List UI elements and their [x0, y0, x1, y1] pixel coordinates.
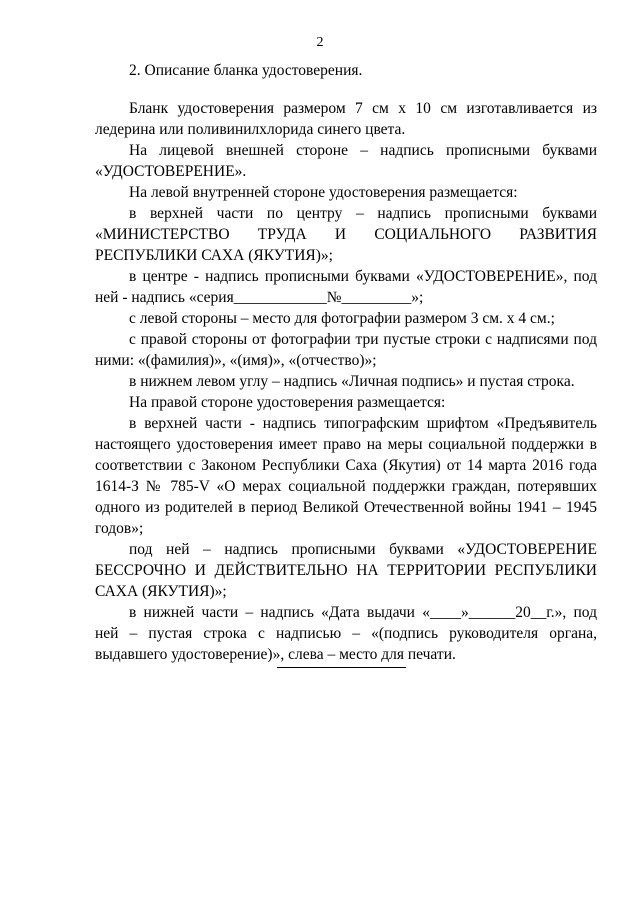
end-divider-line	[277, 667, 406, 668]
paragraph-size-material: Бланк удостоверения размером 7 см х 10 см изготавливается из ледерина или поливинилхлорида синего цвета.	[95, 100, 597, 138]
paragraph-right-intro: На правой стороне удостоверения размещается:	[129, 394, 446, 411]
paragraph-left-top: в верхней части по центру – надпись прописными буквами «МИНИСТЕРСТВО ТРУДА И СОЦИАЛЬНОГО РАЗВИТИЯ РЕСПУБЛИКИ САХА (ЯКУТИЯ)»;	[95, 205, 597, 264]
paragraph-front-side: На лицевой внешней стороне – надпись прописными буквами «УДОСТОВЕРЕНИЕ».	[95, 142, 597, 180]
paragraph-left-inner-intro: На левой внутренней стороне удостоверения размещается:	[129, 184, 518, 201]
paragraph-right-bottom: в нижней части – надпись «Дата выдачи «____»______20__г.», под ней – пустая строка с надписью – «(подпись руководителя органа, выдавшего удостоверение)», слева – место для печати.	[95, 604, 597, 663]
section-heading: 2. Описание бланка удостоверения.	[129, 62, 363, 79]
paragraph-right-top: в верхней части - надпись типографским шрифтом «Предъявитель настоящего удостоверения имеет право на меры социальной поддержки в соответствии с Законом Республики Саха (Якутия) от 14 марта 2016 года 1614-З № 785-V «О мерах социальной поддержки граждан, потерявших одного из родителей в период Великой Отечественной войны 1941 – 1945 годов»;	[95, 415, 597, 537]
paragraph-right-middle: под ней – надпись прописными буквами «УДОСТОВЕРЕНИЕ БЕССРОЧНО И ДЕЙСТВИТЕЛЬНО НА ТЕРРИТОРИИ РЕСПУБЛИКИ САХА (ЯКУТИЯ)»;	[95, 541, 597, 600]
paragraph-left-name-lines: с правой стороны от фотографии три пустые строки с надписями под ними: «(фамилия)», «(имя)», «(отчество)»;	[95, 331, 597, 369]
page-number: 2	[316, 35, 324, 50]
paragraph-left-bottom: в нижнем левом углу – надпись «Личная подпись» и пустая строка.	[129, 373, 575, 390]
document-body	[95, 60, 597, 665]
paragraph-left-center: в центре - надпись прописными буквами «УДОСТОВЕРЕНИЕ», под ней - надпись «серия____________№_________»;	[95, 268, 597, 306]
paragraph-left-photo: с левой стороны – место для фотографии размером 3 см. х 4 см.;	[129, 310, 555, 327]
